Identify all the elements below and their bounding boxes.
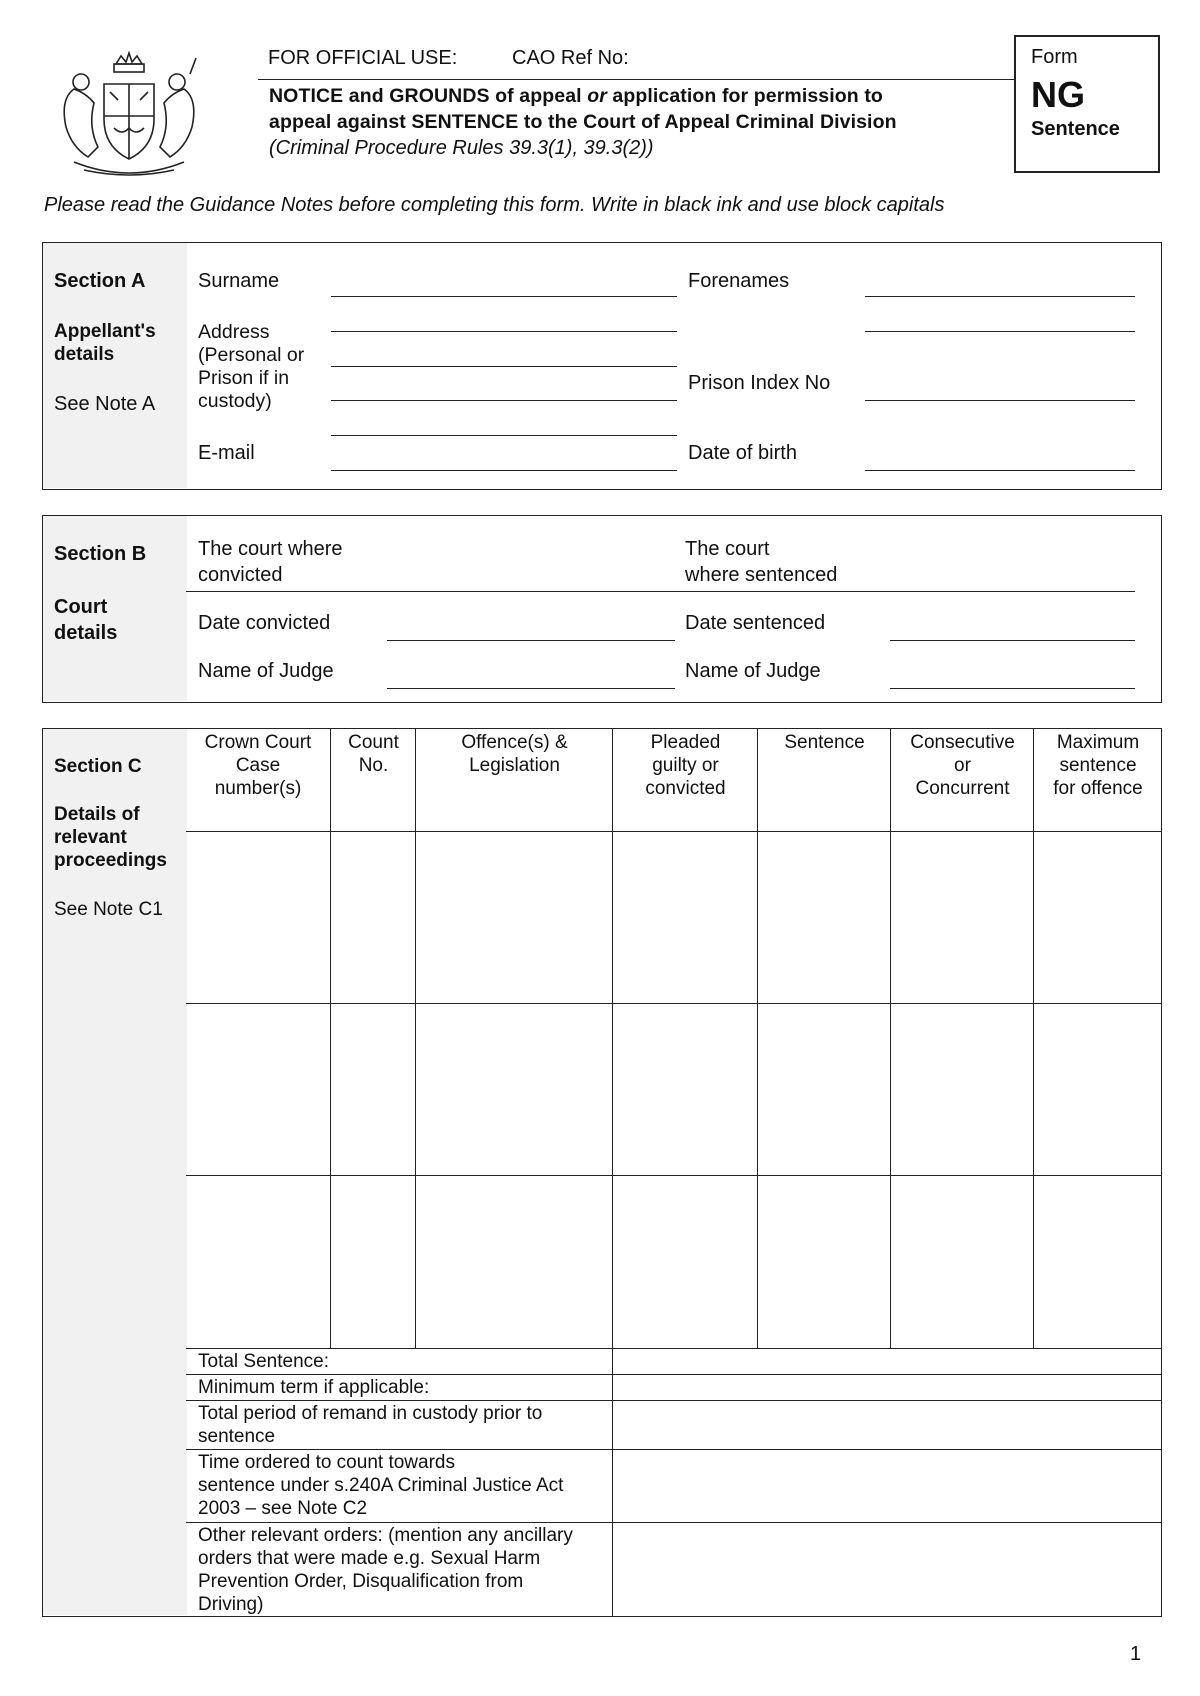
court-sentenced-label: The court where sentenced bbox=[685, 538, 838, 586]
section-a-subtitle: Appellant's details bbox=[54, 321, 156, 365]
form-title-rules: (Criminal Procedure Rules 39.3(1), 39.3(2)) bbox=[269, 137, 654, 159]
address-field-4[interactable] bbox=[331, 435, 677, 436]
summary-rule-3 bbox=[186, 1449, 1162, 1450]
col-header-plea: Pleaded guilty or convicted bbox=[645, 732, 726, 799]
time-ordered-field[interactable] bbox=[614, 1451, 1160, 1521]
section-a-note: See Note A bbox=[54, 393, 156, 415]
form-type: Sentence bbox=[1031, 118, 1120, 140]
summary-rule-4 bbox=[186, 1522, 1162, 1523]
title-part-a: NOTICE and GROUNDS of appeal bbox=[269, 85, 588, 107]
form-code-box bbox=[1014, 35, 1160, 173]
section-b-title: Section B bbox=[54, 543, 147, 565]
address-field-1[interactable] bbox=[331, 331, 677, 332]
summary-other-orders: Other relevant orders: (mention any ancillary orders that were made e.g. Sexual Harm Prevention Order, Disqualification from Driving) bbox=[198, 1525, 573, 1615]
form-code: NG bbox=[1031, 74, 1085, 115]
title-or: or bbox=[587, 85, 607, 107]
section-a-title: Section A bbox=[54, 270, 146, 292]
address-field-2[interactable] bbox=[331, 366, 677, 367]
minimum-term-field[interactable] bbox=[614, 1376, 1160, 1399]
summary-total-sentence: Total Sentence: bbox=[198, 1351, 329, 1372]
email-field[interactable] bbox=[331, 470, 677, 471]
forenames-label: Forenames bbox=[688, 270, 790, 292]
court-convicted-label: The court where convicted bbox=[198, 538, 343, 586]
proceedings-row-3[interactable] bbox=[187, 1177, 1161, 1347]
grid-row-2-rule bbox=[186, 1175, 1162, 1176]
grid-header-rule bbox=[186, 831, 1162, 832]
forenames-field-2[interactable] bbox=[865, 331, 1135, 332]
dob-field[interactable] bbox=[865, 470, 1135, 471]
grid-row-3-rule bbox=[186, 1348, 1162, 1349]
email-label: E-mail bbox=[198, 442, 255, 464]
summary-minimum-term: Minimum term if applicable: bbox=[198, 1377, 430, 1398]
form-title-line2: appeal against SENTENCE to the Court of Appeal Criminal Division bbox=[269, 111, 897, 133]
total-sentence-field[interactable] bbox=[614, 1350, 1160, 1373]
summary-remand-period: Total period of remand in custody prior to sentence bbox=[198, 1403, 543, 1447]
dob-label: Date of birth bbox=[688, 442, 797, 464]
judge-sentenced-field[interactable] bbox=[890, 688, 1135, 689]
address-label: Address (Personal or Prison if in custody) bbox=[198, 321, 305, 412]
judge-convicted-field[interactable] bbox=[387, 688, 675, 689]
surname-field[interactable] bbox=[331, 296, 677, 297]
grid-row-1-rule bbox=[186, 1003, 1162, 1004]
judge-sentenced-label: Name of Judge bbox=[685, 660, 821, 682]
col-header-consecutive: Consecutive or Concurrent bbox=[910, 732, 1015, 799]
other-orders-field[interactable] bbox=[614, 1524, 1160, 1615]
section-c-title: Section C bbox=[54, 756, 142, 777]
col-header-maximum: Maximum sentence for offence bbox=[1053, 732, 1143, 799]
date-sentenced-field[interactable] bbox=[890, 640, 1135, 641]
summary-time-ordered: Time ordered to count towards sentence under s.240A Criminal Justice Act 2003 – see Note C2 bbox=[198, 1452, 564, 1519]
col-header-count-no: Count No. bbox=[348, 732, 399, 776]
page-number: 1 bbox=[1130, 1643, 1142, 1665]
address-field-3[interactable] bbox=[331, 400, 677, 401]
date-convicted-field[interactable] bbox=[387, 640, 675, 641]
section-c-note: See Note C1 bbox=[54, 899, 163, 920]
col-header-offence: Offence(s) & Legislation bbox=[461, 732, 568, 776]
proceedings-row-1[interactable] bbox=[187, 833, 1161, 1002]
forenames-field[interactable] bbox=[865, 296, 1135, 297]
col-header-case-number: Crown Court Case number(s) bbox=[204, 732, 312, 799]
form-title-line1 bbox=[269, 85, 883, 108]
cao-ref-label: CAO Ref No: bbox=[512, 47, 629, 69]
official-use-label: FOR OFFICIAL USE: bbox=[268, 47, 458, 69]
date-sentenced-label: Date sentenced bbox=[685, 612, 826, 634]
header-rule bbox=[258, 79, 1014, 80]
proceedings-row-2[interactable] bbox=[187, 1005, 1161, 1174]
section-b-subtitle: Court details bbox=[54, 596, 118, 644]
form-label: Form bbox=[1031, 46, 1078, 68]
court-names-rule bbox=[186, 591, 1135, 592]
date-convicted-label: Date convicted bbox=[198, 612, 331, 634]
remand-period-field[interactable] bbox=[614, 1402, 1160, 1448]
royal-coat-of-arms-icon bbox=[54, 44, 204, 179]
judge-convicted-label: Name of Judge bbox=[198, 660, 334, 682]
surname-label: Surname bbox=[198, 270, 280, 292]
col-header-sentence: Sentence bbox=[784, 732, 865, 753]
section-c-subtitle: Details of relevant proceedings bbox=[54, 804, 167, 871]
instructions: Please read the Guidance Notes before completing this form. Write in black ink and use block capitals bbox=[44, 194, 945, 216]
summary-rule-1 bbox=[186, 1374, 1162, 1375]
prison-index-field[interactable] bbox=[865, 400, 1135, 401]
prison-index-label: Prison Index No bbox=[688, 372, 831, 394]
title-part-b: application for permission to bbox=[606, 85, 883, 107]
summary-rule-2 bbox=[186, 1400, 1162, 1401]
